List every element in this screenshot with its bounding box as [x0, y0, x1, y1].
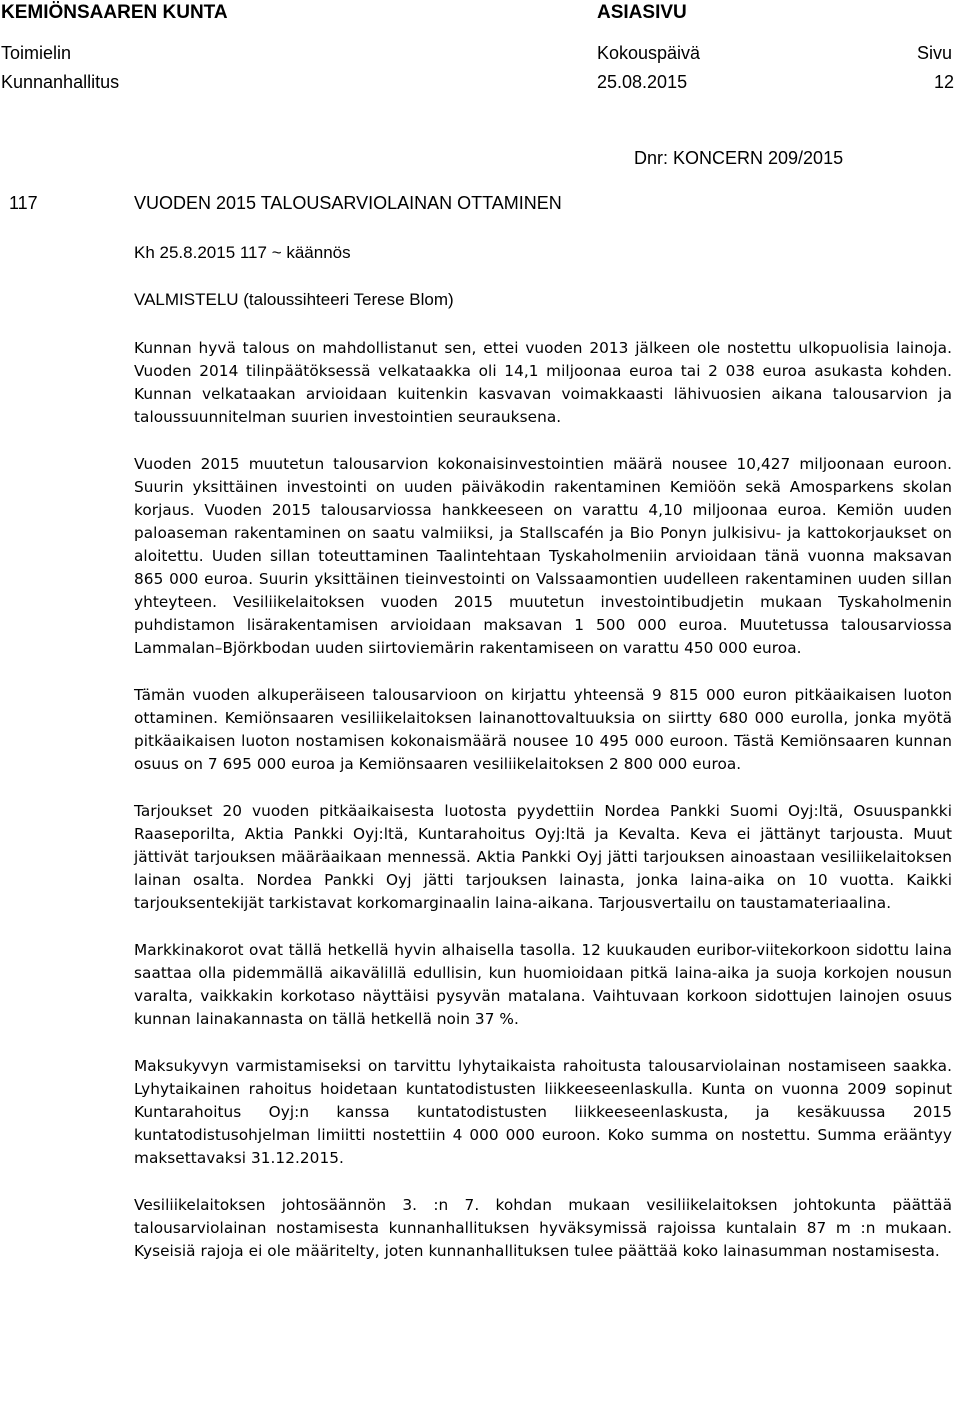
paragraph: Kunnan hyvä talous on mahdollistanut sen, ettei vuoden 2013 jälkeen ole nostettu ulkopuolisia lainoja. Vuoden 2014 tilinpäätöksessä velkataakka oli 14,1 miljoonaa euroa tai 2 038 euroa asukasta kohden. Kunnan velkataakan arvioidaan kuitenkin kasvavan voimakkaasti lähivuosien aikana talousarvion ja taloussuunnitelman suurien investointien seurauksena.	[134, 339, 952, 426]
page-number: 12	[934, 72, 955, 92]
paragraph: Vesiliikelaitoksen johtosäännön 3. :n 7. kohdan mukaan vesiliikelaitoksen johtokunta päättää talousarviolainan nostamisesta kunnanhallituksen hyväksymissä rajoissa kuntalain 87 m :n mukaan. Kyseisiä rajoja ei ole määritelty, joten kunnanhallituksen tulee päättää koko lainasumman nostamisesta.	[134, 1196, 952, 1260]
section-title: VUODEN 2015 TALOUSARVIOLAINAN OTTAMINEN	[134, 193, 562, 213]
organization-name: KEMIÖNSAAREN KUNTA	[1, 2, 228, 23]
board-reference: Kh 25.8.2015 117 ~ käännös	[134, 243, 351, 262]
document-type: ASIASIVU	[597, 2, 687, 23]
body-label: Toimielin	[1, 43, 72, 63]
page-label: Sivu	[917, 43, 953, 63]
body-value: Kunnanhallitus	[1, 72, 120, 92]
section-number: 117	[9, 193, 38, 213]
header-values	[0, 72, 960, 100]
date-value: 25.08.2015	[597, 72, 688, 92]
paragraph: Markkinakorot ovat tällä hetkellä hyvin alhaisella tasolla. 12 kuukauden euribor-viitekorkoon sidottu laina saattaa olla pidemmällä aikavälillä edullisin, kun huomioidaan pitkä laina-aika ja suoja korkojen nousun varalta, vaikkakin korkotaso näyttäisi pysyvän matalana. Vaihtuvaan korkoon sidottujen lainojen osuus kunnan lainakannasta on tällä hetkellä noin 37 %.	[134, 941, 952, 1028]
paragraph: Tämän vuoden alkuperäiseen talousarvioon on kirjattu yhteensä 9 815 000 euron pitkäaikaisen luoton ottaminen. Kemiönsaaren vesiliikelaitoksen lainanottovaltuuksia on siirtty 680 000 eurolla, jonka myötä pitkäaikaisen luoton nostamisen kokonaismäärä nousee 10 495 000 euroon. Tästä Kemiönsaaren kunnan osuus on 7 695 000 euroa ja Kemiönsaaren vesiliikelaitoksen 2 800 000 euroa.	[134, 686, 952, 773]
paragraph: Maksukyvyn varmistamiseksi on tarvittu lyhytaikaista rahoitusta talousarviolainan nostamiseen saakka. Lyhytaikainen rahoitus hoidetaan kuntatodistusten liikkeeseenlaskulla. Kunta on vuonna 2009 sopinut Kuntarahoitus Oyj:n kanssa kuntatodistusten liikkeeseenlaskusta, ja kesäkuussa 2015 kuntatodistusohjelman limiitti nostettiin 4 000 000 euroon. Koko summa on nostettu. Summa erääntyy maksettavaksi 31.12.2015.	[134, 1057, 952, 1167]
document-body	[134, 337, 952, 1263]
document-header	[0, 0, 960, 28]
preparer-line: VALMISTELU (taloussihteeri Terese Blom)	[134, 290, 454, 309]
paragraph: Tarjoukset 20 vuoden pitkäaikaisesta luotosta pyydettiin Nordea Pankki Suomi Oyj:ltä, Osuuspankki Raaseporilta, Aktia Pankki Oyj:ltä, Kuntarahoitus Oyj:ltä ja Kevalta. Keva ei jättänyt tarjousta. Muut jättivät tarjouksen määräaikaan mennessä. Aktia Pankki Oyj jätti tarjouksen ainoastaan vesiliikelaitoksen lainan osalta. Nordea Pankki Oyj jätti tarjouksen lainasta, jonka laina-aika on 10 vuotta. Kaikki tarjouksentekijät tarkistavat korkomarginaalin laina-aikana. Tarjousvertailu on taustamateriaalina.	[134, 802, 952, 912]
date-label: Kokouspäivä	[597, 43, 701, 63]
header-labels	[0, 43, 960, 71]
diary-number: Dnr: KONCERN 209/2015	[634, 148, 844, 168]
paragraph: Vuoden 2015 muutetun talousarvion kokonaisinvestointien määrä nousee 10,427 miljoonaan euroon. Suurin yksittäinen investointi on uuden päiväkodin rakentaminen Kemiöön sekä Amosparkens skolan korjaus. Vuoden 2015 talousarviossa hankkeeseen on varattu 4,10 miljoonaa euroa. Kemiön uuden paloaseman rakentaminen on saatu valmiiksi, ja Stallscafén ja Bio Ponyn julkisivu- ja kattokorjaukset on aloitettu. Uuden sillan toteuttaminen Taalintehtaan Tyskaholmeniin arvioidaan tänä vuonna maksavan 865 000 euroa. Suurin yksittäinen tieinvestointi on Valssaamontien uudelleen rakentaminen uuden sillan yhteyteen. Vesiliikelaitoksen vuoden 2015 muutetun investointibudjetin mukaan Tyskaholmenin puhdistamon lisärakentamisen arvioidaan maksavan 1 500 000 euroa. Muutetussa talousarviossa Lammalan–Björkbodan uuden siirtoviemärin rakentamiseen on varattu 450 000 euroa.	[134, 455, 952, 657]
